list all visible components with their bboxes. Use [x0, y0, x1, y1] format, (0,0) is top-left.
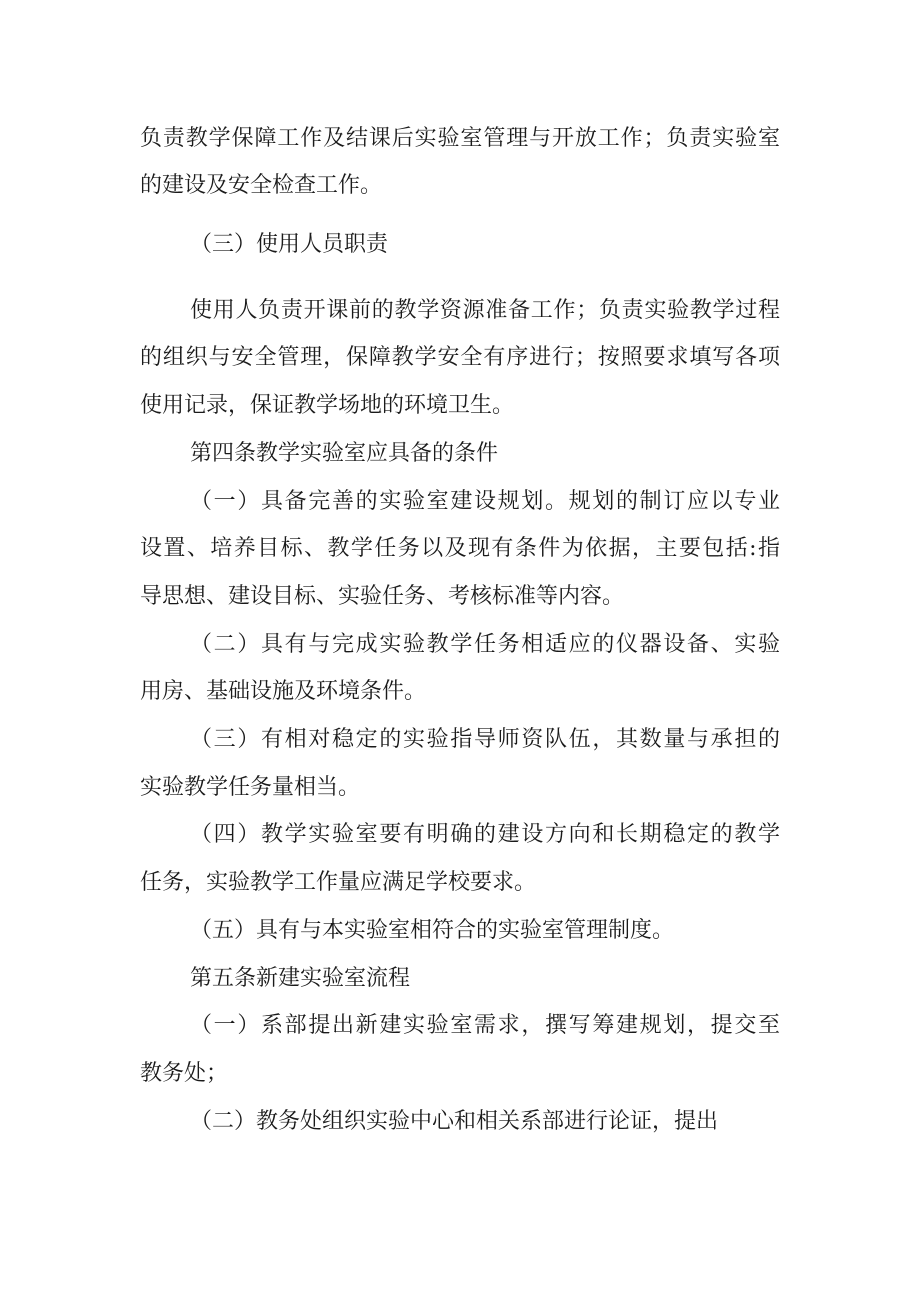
paragraph-line: （五）具有与本实验室相符合的实验室管理制度。 [190, 918, 675, 943]
article-heading: 第四条教学实验室应具备的条件 [190, 441, 499, 466]
paragraph-line: 使用记录，保证教学场地的环境卫生。 [140, 393, 515, 418]
paragraph-line: 使用人负责开课前的教学资源准备工作；负责实验教学过程 [190, 298, 780, 323]
paragraph-line: （一）系部提出新建实验室需求，撰写筹建规划，提交至 [190, 1013, 780, 1038]
paragraph-line: 用房、基础设施及环境条件。 [140, 679, 427, 704]
paragraph-line: （一）具备完善的实验室建设规划。规划的制订应以专业 [190, 489, 780, 514]
paragraph-line: 的建设及安全检查工作。 [140, 173, 383, 198]
paragraph-line: 的组织与安全管理，保障教学安全有序进行；按照要求填写各项 [140, 345, 780, 370]
paragraph-line: 实验教学任务量相当。 [140, 775, 361, 800]
section-heading: （三）使用人员职责 [190, 232, 389, 257]
paragraph-line: （三）有相对稳定的实验指导师资队伍，其数量与承担的 [190, 727, 780, 752]
paragraph-line: （四）教学实验室要有明确的建设方向和长期稳定的教学 [190, 822, 780, 847]
paragraph-line: （二）教务处组织实验中心和相关系部进行论证，提出 [190, 1109, 719, 1134]
paragraph-line: 导思想、建设目标、实验任务、考核标准等内容。 [140, 584, 625, 609]
paragraph-line: 任务，实验教学工作量应满足学校要求。 [140, 870, 537, 895]
paragraph-line: （二）具有与完成实验教学任务相适应的仪器设备、实验 [190, 632, 780, 657]
paragraph-line: 教务处； [140, 1061, 229, 1086]
paragraph-line: 设置、培养目标、教学任务以及现有条件为依据，主要包括:指 [140, 536, 780, 561]
paragraph-line: 负责教学保障工作及结课后实验室管理与开放工作；负责实验室 [140, 126, 780, 151]
article-heading: 第五条新建实验室流程 [190, 966, 411, 991]
